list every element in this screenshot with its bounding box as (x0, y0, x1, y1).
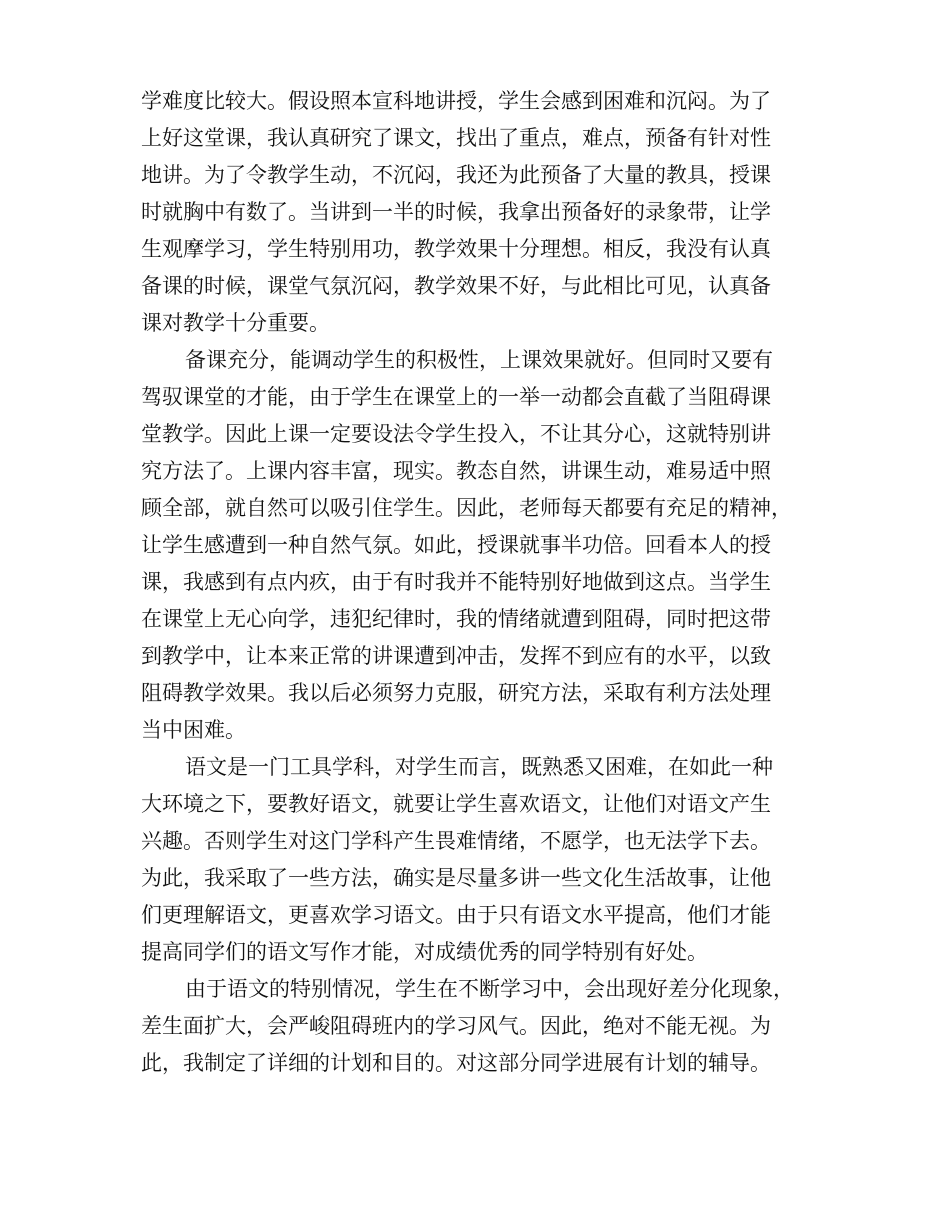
text-line: 为此，我采取了一些方法，确实是尽量多讲一些文化生活故事，让他 (141, 866, 771, 890)
text-line: 顾全部，就自然可以吸引住学生。因此，老师每天都要有充足的精神， (141, 496, 792, 520)
text-line: 时就胸中有数了。当讲到一半的时候，我拿出预备好的录象带，让学 (141, 200, 771, 224)
text-line: 上好这堂课，我认真研究了课文，找出了重点，难点，预备有针对性 (141, 126, 771, 150)
text-line: 当中困难。 (141, 718, 246, 742)
text-line: 让学生感遭到一种自然气氛。如此，授课就事半功倍。回看本人的授 (141, 533, 771, 557)
text-line: 驾驭课堂的才能，由于学生在课堂上的一举一动都会直截了当阻碍课 (141, 385, 771, 409)
text-line: 大环境之下，要教好语文，就要让学生喜欢语文，让他们对语文产生 (141, 792, 771, 816)
text-line: 在课堂上无心向学，违犯纪律时，我的情绪就遭到阻碍，同时把这带 (141, 607, 771, 631)
text-line: 生观摩学习，学生特别用功，教学效果十分理想。相反，我没有认真 (141, 237, 771, 261)
text-line: 差生面扩大，会严峻阻碍班内的学习风气。因此，绝对不能无视。为 (141, 1014, 771, 1038)
text-line: 们更理解语文，更喜欢学习语文。由于只有语文水平提高，他们才能 (141, 903, 771, 927)
text-line: 备课的时候，课堂气氛沉闷，教学效果不好，与此相比可见，认真备 (141, 274, 771, 298)
paragraph-2 (141, 342, 811, 749)
text-line: 兴趣。否则学生对这门学科产生畏难情绪，不愿学，也无法学下去。 (141, 829, 771, 853)
paragraph-4 (141, 971, 811, 1082)
text-line: 课对教学十分重要。 (141, 311, 330, 335)
text-line: 课，我感到有点内疚，由于有时我并不能特别好地做到这点。当学生 (141, 570, 771, 594)
text-line: 语文是一门工具学科，对学生而言，既熟悉又困难，在如此一种 (185, 755, 773, 779)
text-line: 阻碍教学效果。我以后必须努力克服，研究方法，采取有利方法处理 (141, 681, 771, 705)
body-text (141, 83, 811, 1082)
text-line: 究方法了。上课内容丰富，现实。教态自然，讲课生动，难易适中照 (141, 459, 771, 483)
text-line: 堂教学。因此上课一定要设法令学生投入，不让其分心，这就特别讲 (141, 422, 771, 446)
paragraph-3 (141, 749, 811, 971)
text-line: 备课充分，能调动学生的积极性，上课效果就好。但同时又要有 (185, 348, 773, 372)
paragraph-1 (141, 83, 811, 342)
text-line: 此，我制定了详细的计划和目的。对这部分同学进展有计划的辅导。 (141, 1051, 771, 1075)
text-line: 地讲。为了令教学生动，不沉闷，我还为此预备了大量的教具，授课 (141, 163, 771, 187)
text-line: 学难度比较大。假设照本宣科地讲授，学生会感到困难和沉闷。为了 (141, 89, 771, 113)
text-line: 由于语文的特别情况，学生在不断学习中，会出现好差分化现象， (185, 977, 794, 1001)
text-line: 提高同学们的语文写作才能，对成绩优秀的同学特别有好处。 (141, 940, 708, 964)
text-line: 到教学中，让本来正常的讲课遭到冲击，发挥不到应有的水平，以致 (141, 644, 771, 668)
